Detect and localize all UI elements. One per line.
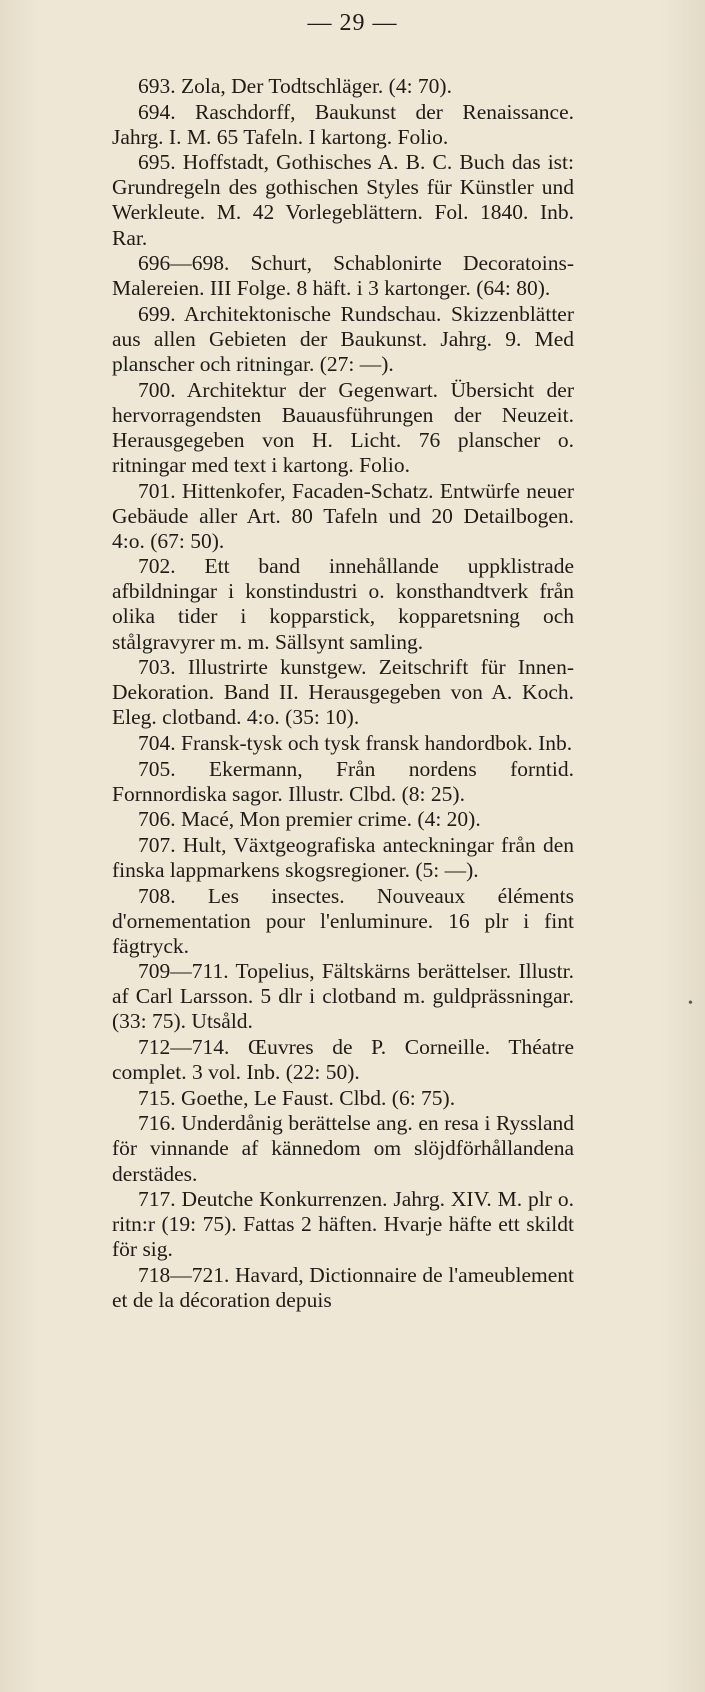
catalog-entry-716: 716. Underdånig berättelse ang. en resa i Ryssland för vinnande af kännedom om slöjdförhållandena derstädes. [112, 1111, 574, 1186]
catalog-entry-709-711: 709—711. Topelius, Fältskärns berättelser. Illustr. af Carl Larsson. 5 dlr i clotband m. guldprässningar. (33: 75). Utsåld. [112, 959, 574, 1034]
catalog-entry-703: 703. Illustrirte kunstgew. Zeitschrift für Innen-Dekoration. Band II. Herausgegeben von A. Koch. Eleg. clotband. 4:o. (35: 10). [112, 655, 574, 730]
catalog-entry-704: 704. Fransk-tysk och tysk fransk handordbok. Inb. [138, 730, 573, 755]
catalog-entry-693: 693. Zola, Der Todtschläger. (4: 70). [138, 74, 452, 98]
catalog-entry-718-721: 718—721. Havard, Dictionnaire de l'ameublement et de la décoration depuis [112, 1262, 574, 1312]
catalog-entry-712-714: 712—714. Œuvres de P. Corneille. Théatre complet. 3 vol. Inb. (22: 50). [112, 1035, 574, 1085]
catalog-entry-705: 705. Ekermann, Från nordens forntid. Fornnordiska sagor. Illustr. Clbd. (8: 25). [112, 756, 574, 806]
catalog-entry-707: 707. Hult, Växtgeografiska anteckningar från den finska lappmarkens skogsregioner. (5: —). [112, 832, 574, 882]
catalog-entry-706: 706. Macé, Mon premier crime. (4: 20). [138, 807, 481, 832]
catalog-entry-696-698: 696—698. Schurt, Schablonirte Decoratoins-Malereien. III Folge. 8 häft. i 3 kartonger. (64: 80). [112, 251, 574, 301]
catalog-entry-715: 715. Goethe, Le Faust. Clbd. (6: 75). [138, 1085, 456, 1110]
catalog-entry-700: 700. Architektur der Gegenwart. Übersicht der hervorragendsten Bauausführungen der Neuzeit. Herausgegeben von H. Licht. 76 planscher o. ritningar med text i kartong. Folio. [112, 377, 574, 477]
catalog-entries [112, 74, 574, 1314]
margin-mark: • [688, 996, 693, 1011]
catalog-entry-695: 695. Hoffstadt, Gothisches A. B. C. Buch das ist: Grundregeln des gothischen Styles für Künstler und Werkleute. M. 42 Vorlegeblättern. Fol. 1840. Inb. Rar. [112, 150, 574, 250]
catalog-entry-702: 702. Ett band innehållande uppklistrade afbildningar i konstindustri o. konsthandtverk från olika tider i kopparstick, kopparetsning och stålgravyrer m. m. Sällsynt samling. [112, 554, 574, 654]
catalog-entry-694: 694. Raschdorff, Baukunst der Renaissance. Jahrg. I. M. 65 Tafeln. I kartong. Folio. [112, 99, 574, 149]
catalog-entry-701: 701. Hittenkofer, Facaden-Schatz. Entwürfe neuer Gebäude aller Art. 80 Tafeln und 20 Detailbogen. 4:o. (67: 50). [112, 478, 574, 553]
catalog-entry-717: 717. Deutche Konkurrenzen. Jahrg. XIV. M. plr o. ritn:r (19: 75). Fattas 2 häften. Hvarje häfte ett skildt för sig. [112, 1187, 574, 1262]
catalog-entry-708: 708. Les insectes. Nouveaux éléments d'ornementation pour l'enluminure. 16 plr i fint fägtryck. [112, 883, 574, 958]
catalog-entry-699: 699. Architektonische Rundschau. Skizzenblätter aus allen Gebieten der Baukunst. Jahrg. 9. Med planscher och ritningar. (27: —). [112, 301, 574, 377]
page-number: — 29 — [307, 10, 398, 36]
